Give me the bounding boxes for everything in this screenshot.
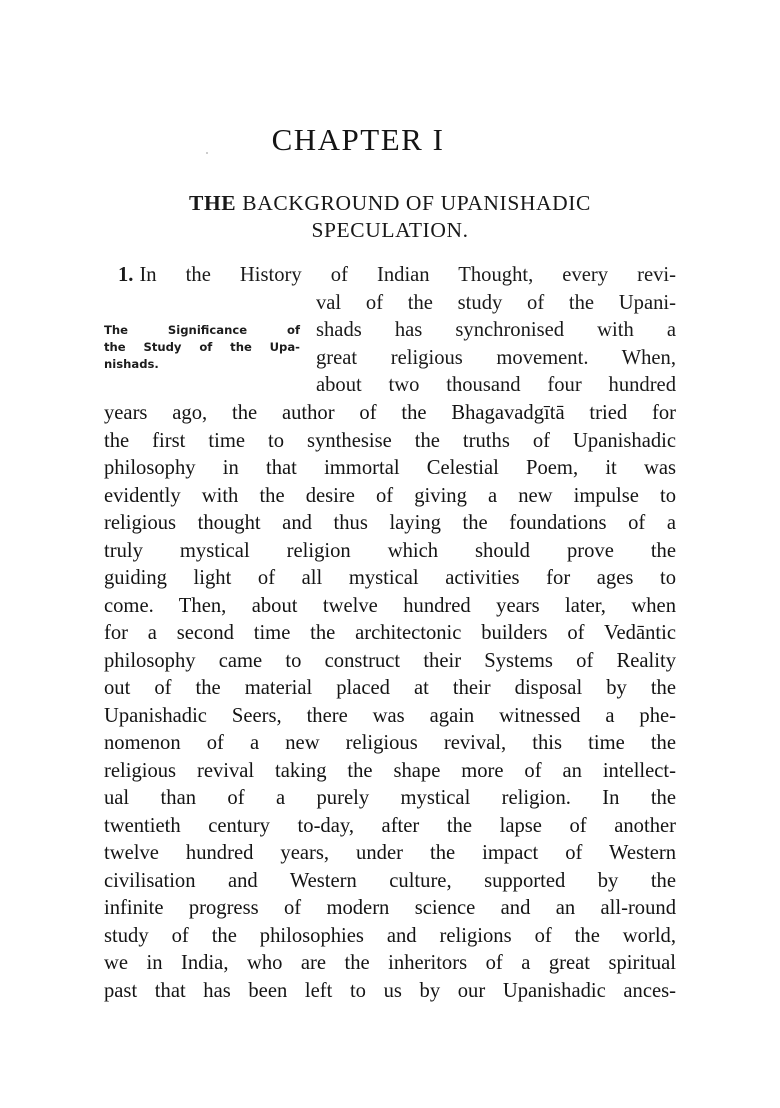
indented-line: shads has synchronised with a: [316, 319, 676, 341]
body-line: guiding light of all mystical activities for ages to: [104, 567, 676, 589]
body-line: come. Then, about twelve hundred years later, when: [104, 594, 676, 617]
body-line: Upanishadic Seers, there was again witnessed a phe-: [104, 704, 676, 727]
body-line: the first time to synthesise the truths of Upanishadic: [104, 429, 676, 452]
body-line: ual than of a purely mystical religion. In the: [104, 787, 676, 809]
chapter-title: CHAPTER I: [271, 122, 445, 157]
subtitle-bold-word: THE: [189, 191, 237, 215]
chapter-subtitle: [100, 190, 680, 244]
body-line: we in India, who are the inheritors of a great spiritual: [104, 952, 676, 974]
body-line: philosophy in that immortal Celestial Poem, it was: [104, 457, 676, 479]
body-line: for a second time the architectonic builders of Vedāntic: [104, 622, 676, 644]
margin-sidenote: [104, 322, 300, 373]
subtitle-line-2: SPECULATION.: [311, 218, 469, 242]
body-line: religious revival taking the shape more of an intellect-: [104, 759, 676, 782]
body-line: study of the philosophies and religions of the world,: [104, 924, 676, 947]
first-line-text: In the History of Indian Thought, every revi-: [139, 264, 676, 286]
indented-line: val of the study of the Upani-: [316, 291, 676, 314]
body-line: civilisation and Western culture, supported by the: [104, 869, 676, 892]
paragraph-body: [104, 400, 676, 1005]
paragraph-number: 1.: [118, 264, 134, 286]
subtitle-line-1: [100, 190, 680, 217]
indented-line: about two thousand four hundred: [316, 374, 676, 396]
subtitle-rest: BACKGROUND OF UPANISHADIC: [242, 191, 591, 215]
body-line: infinite progress of modern science and an all-round: [104, 897, 676, 919]
body-line: twelve hundred years, under the impact of Western: [104, 842, 676, 864]
sidenote-line: The Significance of: [104, 323, 300, 337]
sidenote-line: the Study of the Upa-: [104, 340, 300, 354]
indented-line: great religious movement. When,: [316, 346, 676, 369]
body-line: years ago, the author of the Bhagavadgītā tried for: [104, 402, 676, 424]
paragraph-first-line: [104, 262, 676, 290]
sidenote-line: nishads.: [104, 357, 159, 371]
body-line: evidently with the desire of giving a new impulse to: [104, 484, 676, 507]
body-line: nomenon of a new religious revival, this time the: [104, 732, 676, 754]
body-line: philosophy came to construct their Systems of Reality: [104, 649, 676, 672]
body-line: religious thought and thus laying the foundations of a: [104, 512, 676, 534]
body-line: out of the material placed at their disposal by the: [104, 677, 676, 699]
body-line: past that has been left to us by our Upanishadic ances-: [104, 979, 676, 1002]
body-line: truly mystical religion which should prove the: [104, 539, 676, 562]
body-line: twentieth century to-day, after the lapse of another: [104, 814, 676, 837]
